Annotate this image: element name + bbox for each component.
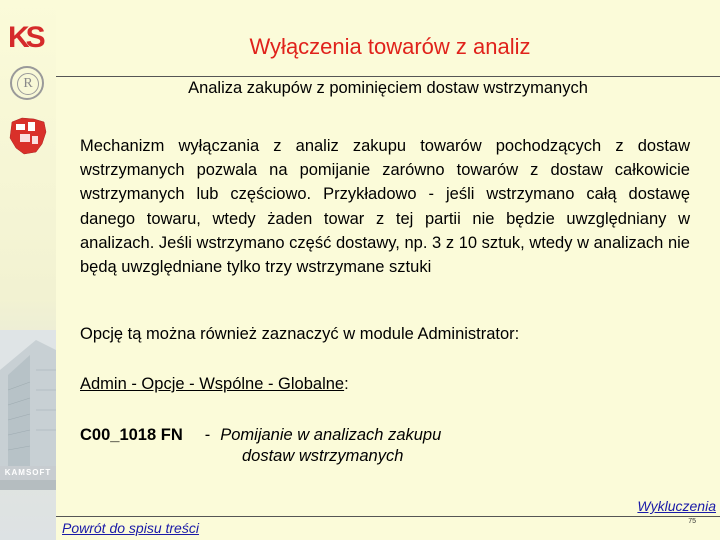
back-to-contents-link[interactable]: Powrót do spisu treści bbox=[62, 520, 199, 536]
parameter-description-continued: dostaw wstrzymanych bbox=[242, 447, 404, 465]
slide-title: Wyłączenia towarów z analiz bbox=[249, 34, 531, 59]
menu-path-colon: : bbox=[344, 375, 349, 393]
parameter-code: C00_1018 FN bbox=[80, 426, 183, 444]
parameter-dash: - bbox=[204, 426, 211, 444]
sidebar bbox=[0, 0, 56, 540]
title-divider bbox=[56, 76, 720, 77]
menu-path-text: Admin - Opcje - Wspólne - Globalne bbox=[80, 375, 345, 393]
option-text: Opcję tą można również zaznaczyć w module Administrator: bbox=[80, 325, 520, 343]
registered-r-letter: R bbox=[17, 73, 39, 95]
kamsoft-logo: KS bbox=[8, 21, 42, 54]
kamsoft-building-label: KAMSOFT bbox=[0, 466, 56, 480]
next-section-link[interactable]: Wykluczenia bbox=[637, 498, 716, 514]
menu-path bbox=[80, 375, 700, 394]
footer-divider bbox=[56, 516, 720, 517]
parameter-line bbox=[80, 424, 441, 447]
poland-map-icon bbox=[6, 114, 50, 156]
slide-subtitle: Analiza zakupów z pominięciem dostaw wstrzymanych bbox=[188, 79, 588, 97]
page-number: 75 bbox=[688, 518, 696, 525]
description-paragraph: Mechanizm wyłączania z analiz zakupu towarów pochodzących z dostaw wstrzymanych pozwala na pomijanie zarówno towarów z dostaw całkowicie wstrzymanych lub częściowo. Przykładowo - jeśli wstrzymano całą dostawę danego towaru, wtedy żaden towar z tej partii nie będzie uwzględniany w analizach. Jeśli wstrzymano część dostawy, np. 3 z 10 sztuk, wtedy w analizach nie będą uwzględniane tylko trzy wstrzymane sztuki bbox=[80, 137, 690, 277]
registered-trademark-icon bbox=[10, 66, 44, 100]
parameter-description: Pomijanie w analizach zakupu bbox=[220, 426, 442, 444]
